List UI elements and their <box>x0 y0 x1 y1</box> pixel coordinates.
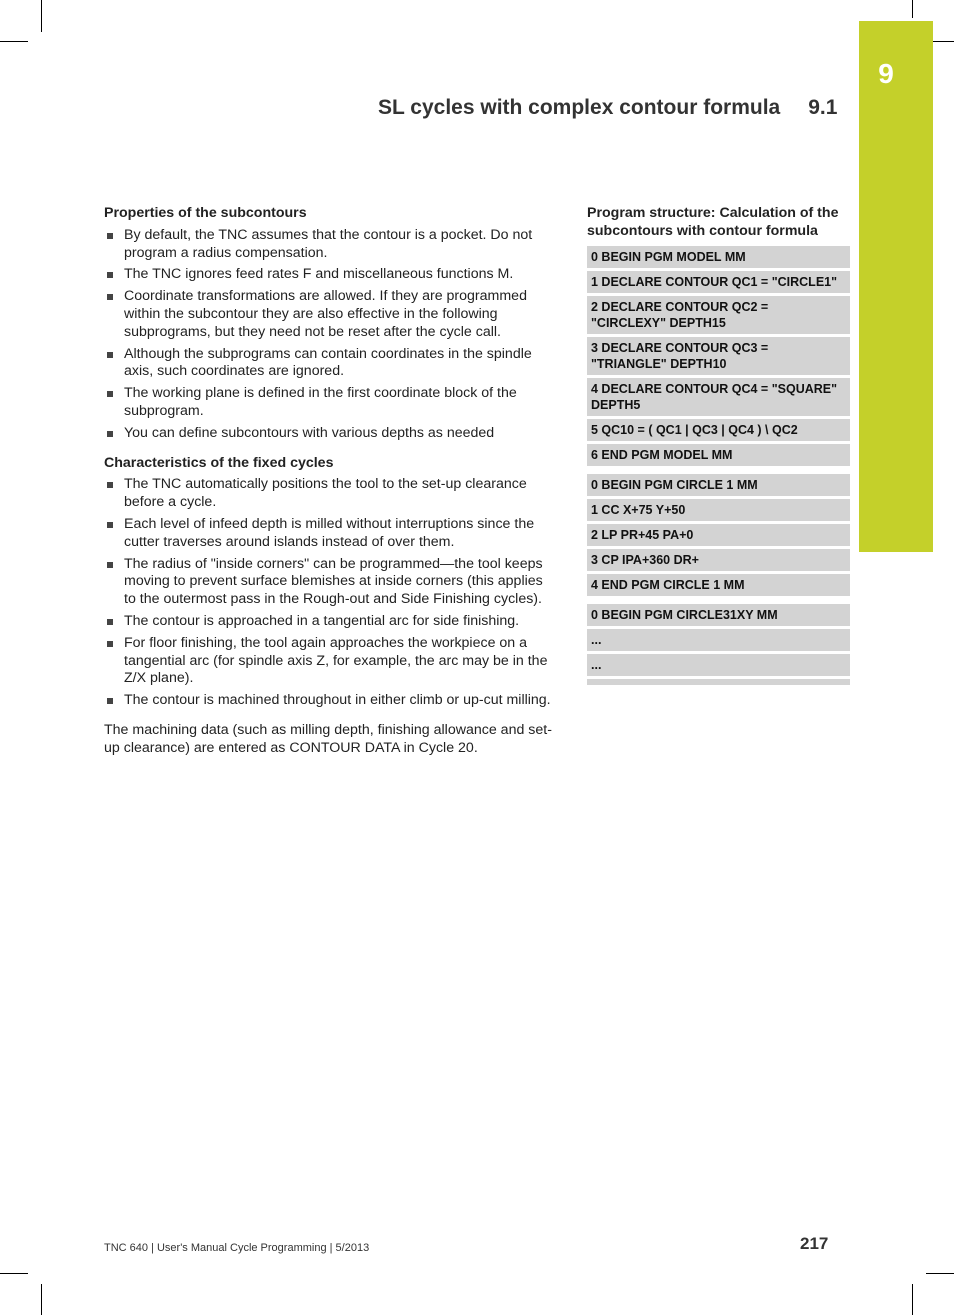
subcontours-heading: Properties of the subcontours <box>104 205 307 221</box>
code-line: 0 BEGIN PGM CIRCLE 1 MM <box>587 474 850 496</box>
chapter-tab <box>859 21 933 552</box>
code-line: 4 DECLARE CONTOUR QC4 = "SQUARE" DEPTH5 <box>587 378 850 416</box>
square-bullet-icon <box>107 641 113 647</box>
list-item: Coordinate transformations are allowed. If they are programmed within the subcontour they are also effective in the following subprograms, but they need not be reset after the cycle call. <box>104 288 556 341</box>
right-column <box>587 205 850 693</box>
fixed-cycles-list <box>104 476 556 710</box>
code-line: 5 QC10 = ( QC1 | QC3 | QC4 ) \ QC2 <box>587 419 850 441</box>
list-item: The contour is machined throughout in either climb or up-cut milling. <box>104 692 556 710</box>
list-item: For floor finishing, the tool again approaches the workpiece on a tangential arc (for spindle axis Z, for example, the arc may be in the Z/X plane). <box>104 635 556 688</box>
subcontours-list <box>104 227 556 443</box>
list-item: You can define subcontours with various depths as needed <box>104 425 556 443</box>
crop-mark <box>0 1273 28 1274</box>
left-column <box>104 205 556 758</box>
program-structure-heading: Program structure: Calculation of the subcontours with contour formula <box>587 205 839 239</box>
list-item: The TNC ignores feed rates F and miscellaneous functions M. <box>104 266 556 284</box>
machining-data-paragraph: The machining data (such as milling depth, finishing allowance and set-up clearance) are entered as CONTOUR DATA in Cycle 20. <box>104 721 552 756</box>
code-line: 6 END PGM MODEL MM <box>587 444 850 466</box>
code-group-circle31xy <box>587 604 850 685</box>
square-bullet-icon <box>107 391 113 397</box>
square-bullet-icon <box>107 482 113 488</box>
list-item: The TNC automatically positions the tool to the set-up clearance before a cycle. <box>104 476 556 512</box>
square-bullet-icon <box>107 272 113 278</box>
square-bullet-icon <box>107 619 113 625</box>
code-group-model <box>587 246 850 466</box>
list-item: Although the subprograms can contain coordinates in the spindle axis, such coordinates are ignored. <box>104 346 556 382</box>
square-bullet-icon <box>107 352 113 358</box>
code-line: 3 DECLARE CONTOUR QC3 = "TRIANGLE" DEPTH10 <box>587 337 850 375</box>
square-bullet-icon <box>107 698 113 704</box>
code-group-circle1 <box>587 474 850 596</box>
crop-mark <box>912 0 913 18</box>
code-line-empty <box>587 679 850 685</box>
fixed-cycles-heading: Characteristics of the fixed cycles <box>104 454 334 471</box>
code-line: 1 DECLARE CONTOUR QC1 = "CIRCLE1" <box>587 271 850 293</box>
crop-mark <box>912 1284 913 1315</box>
page-number: 217 <box>800 1234 829 1253</box>
code-line: 1 CC X+75 Y+50 <box>587 499 850 521</box>
square-bullet-icon <box>107 431 113 437</box>
code-line: ... <box>587 629 850 651</box>
square-bullet-icon <box>107 294 113 300</box>
code-line: 0 BEGIN PGM CIRCLE31XY MM <box>587 604 850 626</box>
crop-mark <box>0 41 28 42</box>
footer-text: TNC 640 | User's Manual Cycle Programming | 5/2013 <box>104 1242 370 1254</box>
list-item: By default, the TNC assumes that the contour is a pocket. Do not program a radius compensation. <box>104 227 556 263</box>
header-title: SL cycles with complex contour formula <box>378 96 781 119</box>
code-line: 4 END PGM CIRCLE 1 MM <box>587 574 850 596</box>
list-item: The working plane is defined in the first coordinate block of the subprogram. <box>104 385 556 421</box>
square-bullet-icon <box>107 522 113 528</box>
header-section: 9.1 <box>808 96 838 119</box>
page-header <box>378 96 838 120</box>
crop-mark <box>41 1284 42 1315</box>
crop-mark <box>41 0 42 32</box>
code-line: 3 CP IPA+360 DR+ <box>587 549 850 571</box>
code-line: 2 LP PR+45 PA+0 <box>587 524 850 546</box>
chapter-number: 9 <box>878 58 894 89</box>
list-item: Each level of infeed depth is milled without interruptions since the cutter traverses around islands instead of over them. <box>104 516 556 552</box>
code-line: ... <box>587 654 850 676</box>
code-line: 0 BEGIN PGM MODEL MM <box>587 246 850 268</box>
square-bullet-icon <box>107 562 113 568</box>
square-bullet-icon <box>107 233 113 239</box>
crop-mark <box>926 1273 954 1274</box>
code-line: 2 DECLARE CONTOUR QC2 = "CIRCLEXY" DEPTH15 <box>587 296 850 334</box>
list-item: The contour is approached in a tangential arc for side finishing. <box>104 613 556 631</box>
list-item: The radius of "inside corners" can be programmed—the tool keeps moving to prevent surface blemishes at inside corners (this applies to the outermost pass in the Rough-out and Side Finishing cycles). <box>104 556 556 609</box>
